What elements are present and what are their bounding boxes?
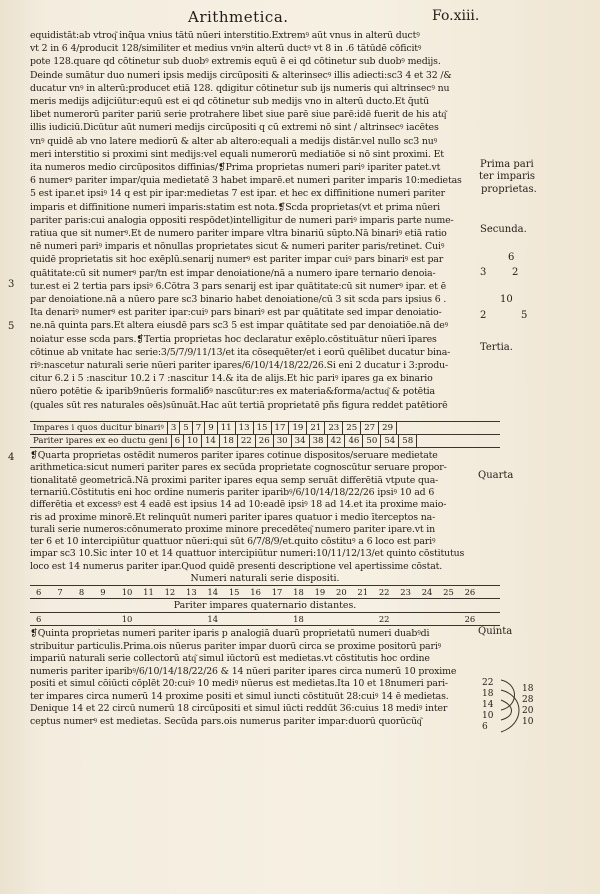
text-line: impar sc3 10.Sic inter 10 et 14 quattuor intercipiūtur numeri:10/11/12/13/et quinto cōstitutus bbox=[30, 548, 465, 560]
natural-number: 18 bbox=[293, 587, 304, 597]
table-cell: 9 bbox=[205, 422, 217, 434]
text-line: numeris pariter iparibꝰ/6/10/14/18/22/26 & 14 nūeri pariter ipares circa numerū 10 proxime bbox=[30, 665, 457, 677]
margin-ten: 10 bbox=[500, 294, 513, 305]
marked-number: 14 bbox=[207, 614, 219, 624]
margin-left-five: 5 bbox=[8, 321, 15, 332]
margin-left-four: 4 bbox=[8, 452, 15, 463]
table-cell: 11 bbox=[218, 422, 236, 434]
natural-number: 7 bbox=[57, 587, 63, 597]
text-line: Denique 14 et 22 circū numerū 18 circūpositi et simul iūcti reddūt 36:cuius 18 mediꝰ inter bbox=[30, 703, 448, 714]
text-line: ter 6 et 10 intercipiūtur quattuor nūeri:qui sūt 6/7/8/9/et.quito cōstituꝰ a 6 loco est pariꝰ bbox=[30, 536, 436, 548]
scale-caption-naturals: Numeri naturali serie dispositi. bbox=[190, 573, 340, 584]
table-cell: 34 bbox=[292, 435, 310, 447]
text-line: meris medijs adijciūtur:equū est ei qd cōtinetur sub medijs vno in alterū ducto.Et q̄utū bbox=[30, 96, 430, 107]
natural-number: 17 bbox=[271, 587, 283, 597]
table-cell: 22 bbox=[238, 435, 256, 447]
brace-number-left: 18 bbox=[482, 689, 494, 699]
table-cell: 7 bbox=[193, 422, 205, 434]
brace-number-right: 20 bbox=[522, 706, 534, 716]
text-line: cōtinue ab vnitate hac serie:3/5/7/9/11/13/et ita cōsequēter/et i eorū quēlibet ducatur bina- bbox=[30, 346, 451, 358]
marked-number: 6 bbox=[36, 614, 42, 624]
margin-ter-imparis: ter imparis bbox=[479, 171, 536, 182]
folio-number: Fo.xiii. bbox=[432, 8, 480, 24]
margin-left-three: 3 bbox=[8, 279, 15, 290]
margin-two: 2 bbox=[512, 267, 519, 278]
text-line: ita numeros medio circūpositos diffinias/❡Prima proprietas numeri pariꝰ ipariter patet.vt bbox=[30, 162, 441, 173]
text-line: ne.nā quinta pars.Et altera eiusdē pars sc3 5 est impar quātitate sed par denoiatiōe.nā deꝰ bbox=[30, 320, 449, 332]
natural-number: 8 bbox=[78, 587, 85, 597]
table-cell: 5 bbox=[180, 422, 192, 434]
natural-number: 14 bbox=[207, 587, 219, 597]
margin-quinta: Quinta bbox=[478, 626, 513, 637]
text-line: Ita denariꝰ numerꝰ est pariter ipar:cuiꝰ pars binariꝰ est par quātitate sed impar denoiatio- bbox=[30, 307, 442, 319]
text-line: ratiua que sit numerꝰ.Et de numero pariter impare vltra binariū sūpto.Nā binariꝰ etiā ratio bbox=[30, 228, 447, 239]
text-line: quātitate:cū sit numerꝰ par/tn est impar denoiatione/nā a numero ipare ternario denoia- bbox=[30, 267, 436, 279]
text-line: vt 2 in 6 4/producit 128/similiter et medius vnꝰin alterū ductꝰ vt 8 in .6 tātūdē cōficitꝰ bbox=[30, 43, 422, 55]
margin-secunda: Secunda. bbox=[480, 224, 527, 235]
table-cell: 23 bbox=[325, 422, 343, 434]
text-line: tionalitatē geometricā.Nā proximi pariter ipares equa semp seruāt differētiā vtpute qua- bbox=[30, 474, 439, 486]
brace-number-left: 6 bbox=[482, 722, 488, 732]
margin-six: 6 bbox=[508, 252, 515, 263]
naturals-row bbox=[30, 585, 500, 599]
table-cell: 15 bbox=[254, 422, 272, 434]
brace-number-left: 10 bbox=[482, 711, 494, 721]
table-cell: 3 bbox=[168, 422, 180, 434]
brace-arcs bbox=[497, 676, 537, 746]
marked-number: 18 bbox=[293, 614, 304, 624]
text-line: ducatur vnꝰ in alterū:producet etiā 128. qdigitur cōtinetur sub ijs numeris qui altrinsecꝰ nu bbox=[30, 82, 450, 94]
text-line: nē numeri pariꝰ imparis et nōnullas proprietates sicut & numeri pariter paris/retinet. Cuiꝰ bbox=[30, 241, 445, 253]
text-line: Deinde sumātur duo numeri ipsis medijs circūpositi & alterinsecꝰ illis adiecti:sc3 4 et 32 /& bbox=[30, 69, 452, 81]
text-line: imparis et diffinitione numeri imparis:statim est nota.❡Scda proprietas(vt et prima nūeri bbox=[30, 201, 440, 213]
text-line: quidē proprietatis sit hoc exēplū.senarij numerꝰ est pariter impar cuiꝰ pars binariꝰ est par bbox=[30, 254, 444, 266]
table-label-cell: Pariter ipares ex eo ductu geni bbox=[30, 435, 172, 447]
text-line: pariter paris:cui analogia oppositi respōdet)intelligitur de numeri pariꝰ imparis parte nume- bbox=[30, 214, 454, 226]
text-line: 6 numerꝰ pariter impar/quia medietatē 3 habet imparē.et numeri pariter imparis 10:medietas bbox=[30, 175, 462, 187]
running-title: Arithmetica. bbox=[188, 8, 289, 26]
text-line: stribuitur particulis.Prima.ois nūerus pariter impar duorū circa se proxime positorū pariꝰ bbox=[30, 640, 442, 652]
text-line: tur.est ei 2 tertia pars ipsiꝰ 6.Cōtra 3 pars senarij est ipar quātitate:cū sit numerꝰ ipar. et ē bbox=[30, 280, 446, 292]
marked-number: 22 bbox=[378, 614, 390, 624]
text-line: ter impares circa numerū 14 proxime positi et simul iuncti cōstituūt 28:cuiꝰ 14 ē medietas. bbox=[30, 690, 449, 702]
margin-prima: Prima pari bbox=[480, 159, 534, 170]
text-line: libet numerorū pariter pariū serie protrahere libet siue parē siue parē:idē fuerit de his atq͂ bbox=[30, 109, 446, 121]
marked-row bbox=[30, 612, 500, 626]
table-cell: 27 bbox=[361, 422, 379, 434]
scale-caption-marked: Pariter impares quaternario distantes. bbox=[173, 600, 357, 611]
table-cell: 38 bbox=[310, 435, 328, 447]
text-line: riꝰ:nascetur naturali serie nūeri pariter ipares/6/10/14/18/22/26.Si eni 2 ducatur i 3:produ- bbox=[30, 360, 449, 371]
text-line: impariū naturali serie collectorū atq͂ simul iūctorū est medietas.vt cōstitutis hoc ordine bbox=[30, 653, 430, 664]
text-line: differētia et excessꝰ est 4 eadē est ipsius 14 ad 10:eadē ipsiꝰ 18 ad 14.et ita proxime maio- bbox=[30, 499, 447, 511]
text-line: ❡Quarta proprietas ostēdit numeros pariter ipares cotinue dispositos/seruare medietate bbox=[30, 450, 438, 461]
table-cell: 54 bbox=[381, 435, 399, 447]
page-header bbox=[0, 6, 600, 28]
text-line: meri interstitio si proximi sint medijs:vel equali numerorū mediatiōe si nō sint proximi. Et bbox=[30, 148, 444, 160]
table-cell: 6 bbox=[172, 435, 184, 447]
text-line: positi et simul cōiūcti cōplēt 20:cuiꝰ 10 mediꝰ nūerus est medietas.Ita 10 et 18numeri pari- bbox=[30, 678, 448, 689]
natural-number: 11 bbox=[143, 587, 154, 597]
table-cell: 50 bbox=[363, 435, 381, 447]
table-cell: 29 bbox=[379, 422, 397, 434]
natural-number: 9 bbox=[100, 587, 106, 597]
text-line: ceptus numerꝰ est medietas. Secūda pars.ois numerus pariter impar:duorū quorūcūq͂ bbox=[30, 715, 422, 727]
table-cell: 58 bbox=[399, 435, 417, 447]
margin-three: 3 bbox=[480, 267, 487, 278]
table-row-pariter-impares bbox=[30, 434, 500, 448]
brace-number-left: 22 bbox=[482, 678, 494, 688]
text-line: nūero potētie & iparib9nūeris formaliбꝰ nascūtur:res ex materia&forma/actuq͂ & potētia bbox=[30, 386, 435, 398]
text-line: par denoiatione.nā a nūero pare sc3 binario habet denoiatione/cū 3 sit scda pars ipsius 6 . bbox=[30, 294, 447, 305]
natural-number: 21 bbox=[357, 587, 369, 597]
brace-number-right: 10 bbox=[522, 717, 534, 727]
table-cell: 25 bbox=[343, 422, 361, 434]
natural-number: 19 bbox=[314, 587, 326, 597]
natural-number: 16 bbox=[250, 587, 261, 597]
text-line: ternariū.Cōstitutis eni hoc ordine numeris pariter iparibꝰ/6/10/14/18/22/26 ipsiꝰ 10 ad 6 bbox=[30, 486, 435, 498]
natural-number: 23 bbox=[400, 587, 411, 597]
margin-tertia: Tertia. bbox=[480, 342, 513, 353]
text-line: noiatur esse scda pars.❡Tertia proprietas hoc declaratur exēplo.cōstituātur nūeri īpares bbox=[30, 333, 437, 345]
table-row-impares bbox=[30, 421, 500, 435]
table-cell: 18 bbox=[220, 435, 238, 447]
text-line: pote 128.quare qd cōtinetur sub duobꝰ extremis equū ē ei qd cōtinetur sub duobꝰ medijs. bbox=[30, 56, 441, 68]
text-line: ris ad proxime minorē.Et relinquūt numeri pariter ipares quatuor i medio īterceptos na- bbox=[30, 511, 436, 523]
natural-number: 13 bbox=[186, 587, 197, 597]
table-cell: 42 bbox=[328, 435, 346, 447]
text-line: illis iudiciū.Dicūtur aūt numeri medijs circūpositi q cū extremi nō sint / altrinsecꝰ iacētes bbox=[30, 122, 439, 134]
natural-number: 24 bbox=[421, 587, 433, 597]
margin-five: 5 bbox=[521, 310, 528, 321]
table-cell: 17 bbox=[272, 422, 290, 434]
text-line: turali serie numeros:cōnumerato proxime minore precedēteq͂ numero pariter ipare.vt in bbox=[30, 523, 436, 535]
brace-number-left: 14 bbox=[482, 700, 494, 710]
table-cell: 10 bbox=[184, 435, 202, 447]
natural-number: 20 bbox=[336, 587, 347, 597]
table-cell: 46 bbox=[345, 435, 363, 447]
marked-number: 26 bbox=[464, 614, 476, 624]
text-line: (quales sūt res naturales oēs)sūnuāt.Hac aūt tertiā proprietatē pñs figura reddet patētiorē bbox=[30, 399, 448, 411]
table-cell: 14 bbox=[202, 435, 220, 447]
table-label-cell: Impares i quos ducitur binariꝰ bbox=[30, 422, 168, 434]
brace-number-right: 28 bbox=[522, 695, 534, 705]
text-line: equidistāt:ab vtroq͂ inq̄ua vnius tātū nūeri interstitio.Extremꝰ aūt̄ vnus in alterū ductꝰ bbox=[30, 30, 420, 41]
natural-number: 22 bbox=[378, 587, 390, 597]
text-line: loco est 14 numerus pariter ipar.Quod quidē presenti descriptione vel apertissime cōstat. bbox=[30, 560, 443, 572]
table-cell: 19 bbox=[289, 422, 307, 434]
table-cell: 30 bbox=[274, 435, 292, 447]
text-line: vnꝰ quidē ab vno latere mediorū & alter ab altero:equali a medijs distār.vel nullo sc3 nuꝰ bbox=[30, 135, 438, 147]
margin-two-b: 2 bbox=[480, 310, 487, 321]
text-line: citur 6.2 i 5 :nascitur 10.2 i 7 :nascitur 14.& ita de alijs.Et hic pariꝰ ipares ga ex binario bbox=[30, 373, 433, 385]
table-cell: 26 bbox=[256, 435, 274, 447]
natural-number: 6 bbox=[36, 587, 42, 597]
natural-number: 25 bbox=[443, 587, 454, 597]
text-line: ❡Quinta proprietas numeri pariter iparis p analogiā duarū proprietatū numeri duabꝰdi bbox=[30, 628, 430, 639]
text-line: 5 est ipar.et ipsiꝰ 14 q est pir ipar:medietas 7 est ipar. et hec ex diffinitione numeri pariter bbox=[30, 188, 445, 200]
table-cell: 21 bbox=[307, 422, 325, 434]
margin-proprietas: proprietas. bbox=[481, 184, 537, 195]
natural-number: 26 bbox=[464, 587, 476, 597]
brace-number-right: 18 bbox=[522, 684, 534, 694]
text-line: arithmetica:sicut numeri pariter pares ex secūda proprietate cognoscūtur seruare propor- bbox=[30, 462, 447, 474]
natural-number: 12 bbox=[164, 587, 176, 597]
natural-number: 10 bbox=[121, 587, 133, 597]
table-cell: 13 bbox=[236, 422, 254, 434]
natural-number: 15 bbox=[228, 587, 240, 597]
marked-number: 10 bbox=[121, 614, 133, 624]
margin-quarta: Quarta bbox=[478, 470, 514, 481]
